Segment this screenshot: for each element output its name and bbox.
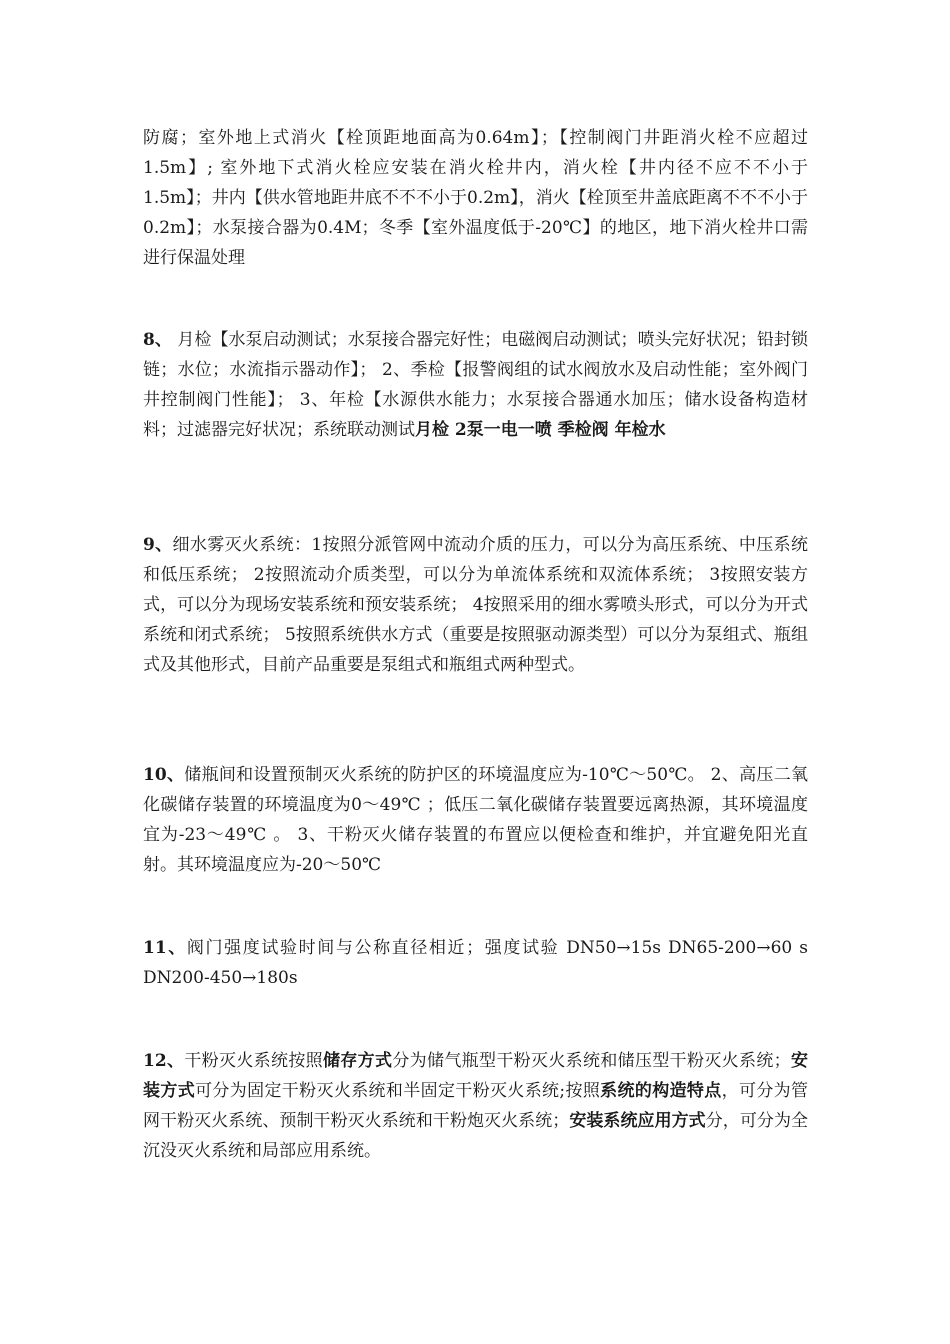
item-number: 12、: [143, 1051, 185, 1071]
paragraph-item-10-storage-temperature: [143, 760, 808, 880]
item-number: 8、: [143, 330, 172, 350]
paragraph-item-9-water-mist: [143, 530, 808, 680]
bold-text-segment: 安装方式: [143, 1051, 809, 1101]
bold-text-segment: 安装系统应用方式: [569, 1111, 706, 1131]
text-segment: 可分为固定干粉灭火系统和半固定干粉灭火系统;按照: [195, 1081, 601, 1101]
paragraph-item-8-inspections: [143, 325, 808, 445]
paragraph-item-11-valve-test: [143, 933, 808, 993]
text-segment: 月检【水泵启动测试；水泵接合器完好性；电磁阀启动测试；喷头完好状况；铅封锁链；水位；水流指示器动作】； 2、季检【报警阀组的试水阀放水及启动性能；室外阀门井控制阀门性能】； 3、年检【水源供水能力；水泵接合器通水加压；储水设备构造材料；过滤器完好状况；系统联动测试: [143, 330, 808, 440]
bold-text-segment: 储存方式: [323, 1051, 393, 1071]
paragraph-item-12-dry-powder: [143, 1046, 808, 1166]
text-segment: 干粉灭火系统按照: [184, 1051, 323, 1071]
text-segment: 防腐；室外地上式消火【栓顶距地面高为0.64m】；【控制阀门井距消火栓不应超过1.5m】; 室外地下式消火栓应安装在消火栓井内，消火栓【井内径不应不不小于1.5m】；井内【供水管地距井底不不不小于0.2m】，消火【栓顶至井盖底距离不不不小于0.2m】；水泵接合器为0.4M；冬季【室外温度低于-20℃】的地区，地下消火栓井口需进行保温处理: [143, 128, 808, 268]
text-segment: 细水雾灭火系统：1按照分派管网中流动介质的压力，可以分为高压系统、中压系统和低压系统； 2按照流动介质类型，可以分为单流体系统和双流体系统； 3按照安装方式，可以分为现场安装系统和预安装系统； 4按照采用的细水雾喷头形式，可以分为开式系统和闭式系统； 5按照系统供水方式（重要是按照驱动源类型）可以分为泵组式、瓶组式及其他形式，目前产品重要是泵组式和瓶组式两种型式。: [143, 535, 808, 675]
text-segment: 储瓶间和设置预制灭火系统的防护区的环境温度应为-10℃～50℃。 2、高压二氧化碳储存装置的环境温度为0～49℃ ；低压二氧化碳储存装置要远离热源，其环境温度宜为-23～49℃ 。 3、干粉灭火储存装置的布置应以便检查和维护，并宜避免阳光直射。其环境温度应为-20～50℃: [143, 765, 808, 875]
text-segment: 分，可分为全沉没灭火系统和局部应用系统。: [143, 1111, 809, 1161]
item-number: 11、: [143, 938, 187, 958]
paragraph-hydrant-installation: [143, 123, 808, 273]
item-number: 10、: [143, 765, 185, 785]
text-segment: ，可分为管网干粉灭火系统、预制干粉灭火系统和干粉炮灭火系统；: [143, 1081, 809, 1131]
item-number: 9、: [143, 535, 173, 555]
bold-text-segment: 系统的构造特点: [600, 1081, 722, 1101]
bold-text-segment: 月检 2泵一电一喷 季检阀 年检水: [415, 420, 666, 440]
text-segment: 分为储气瓶型干粉灭火系统和储压型干粉灭火系统；: [392, 1051, 791, 1071]
text-segment: 阀门强度试验时间与公称直径相近；强度试验 DN50→15s DN65-200→60 s DN200-450→180s: [143, 938, 808, 988]
